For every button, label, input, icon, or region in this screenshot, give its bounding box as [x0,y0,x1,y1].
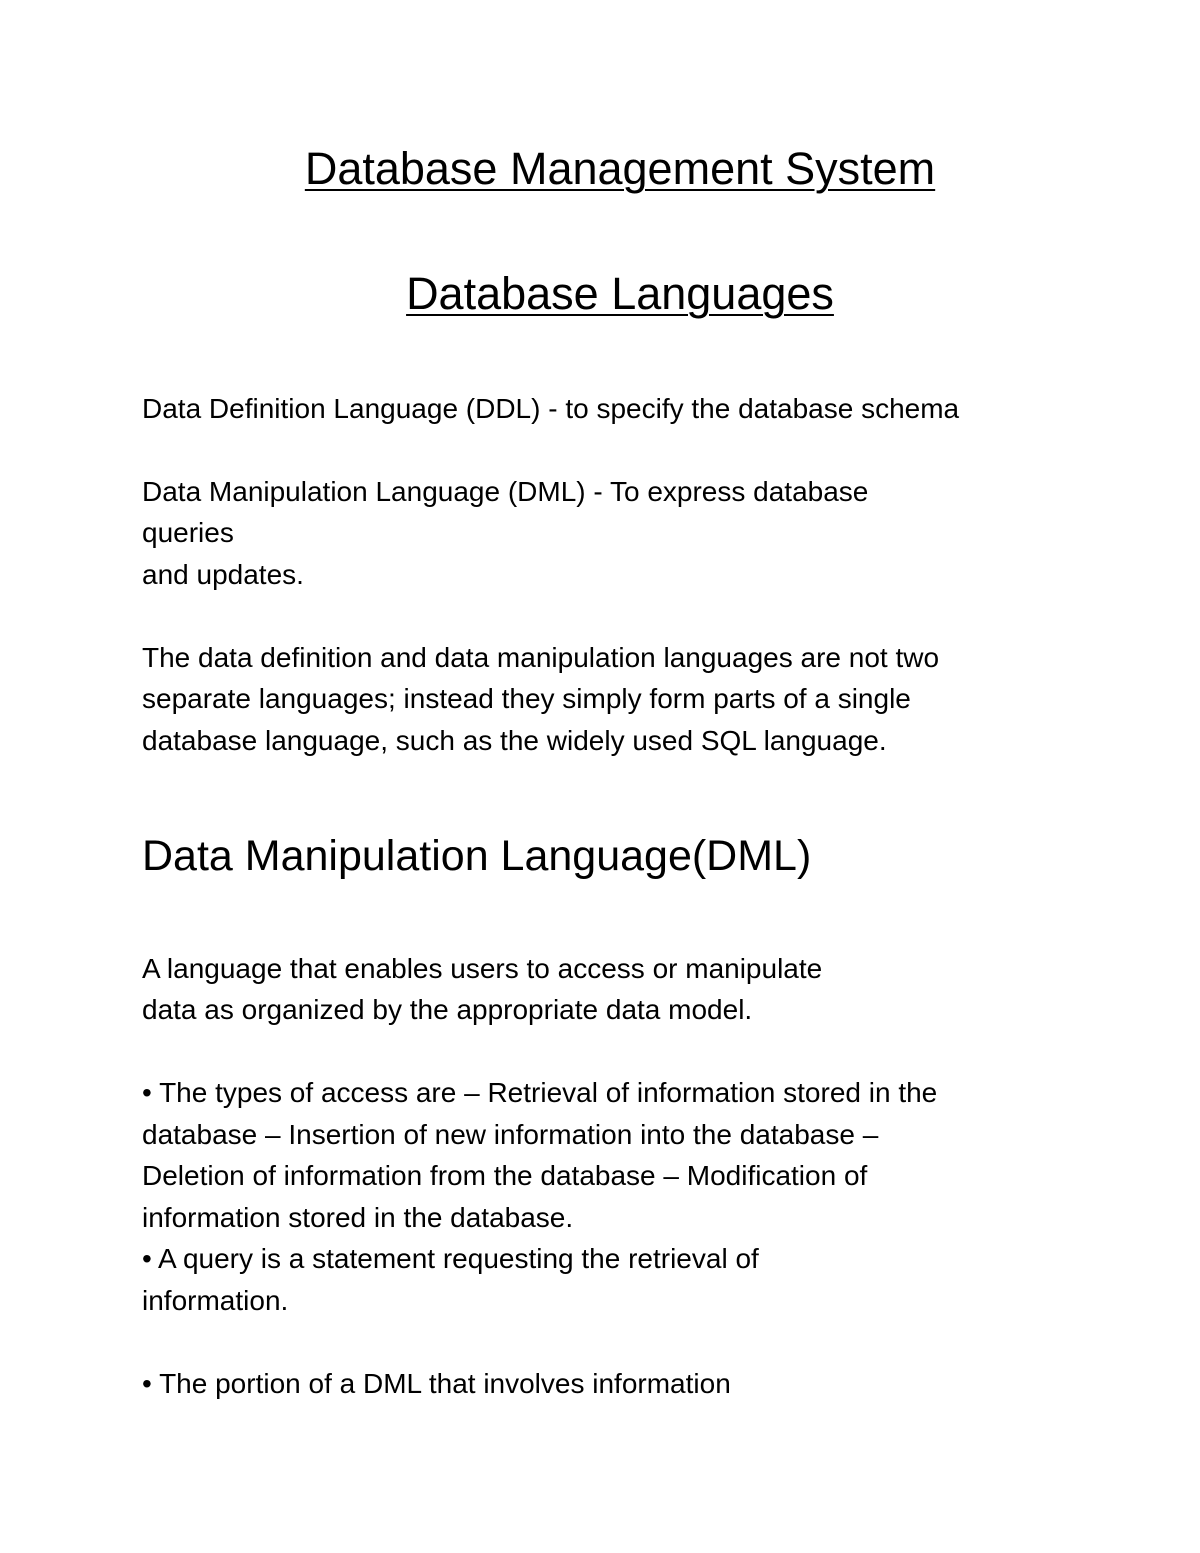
bullet-line: Deletion of information from the database – Modification of [142,1160,868,1191]
document-title: Database Management System [304,143,936,194]
dml-definition-line: queries [142,517,234,548]
document-subtitle: Database Languages [406,268,834,319]
bullet-line: • The portion of a DML that involves information [142,1368,731,1399]
bullet-line: information. [142,1285,289,1316]
paragraph-line: The data definition and data manipulation languages are not two [142,642,940,673]
dml-definition-line: and updates. [142,559,304,590]
section-definition-line: data as organized by the appropriate data model. [142,994,753,1025]
bullet-line: information stored in the database. [142,1202,574,1233]
paragraph-line: separate languages; instead they simply form parts of a single [142,683,911,714]
ddl-definition: Data Definition Language (DDL) - to specify the database schema [142,393,960,424]
bullet-line: database – Insertion of new information into the database – [142,1119,879,1150]
dml-definition-line: Data Manipulation Language (DML) - To express database [142,476,869,507]
bullet-line: • The types of access are – Retrieval of information stored in the [142,1077,938,1108]
section-definition-line: A language that enables users to access or manipulate [142,953,823,984]
section-heading: Data Manipulation Language(DML) [142,832,812,880]
bullet-line: • A query is a statement requesting the retrieval of [142,1243,759,1274]
paragraph-line: database language, such as the widely used SQL language. [142,725,887,756]
